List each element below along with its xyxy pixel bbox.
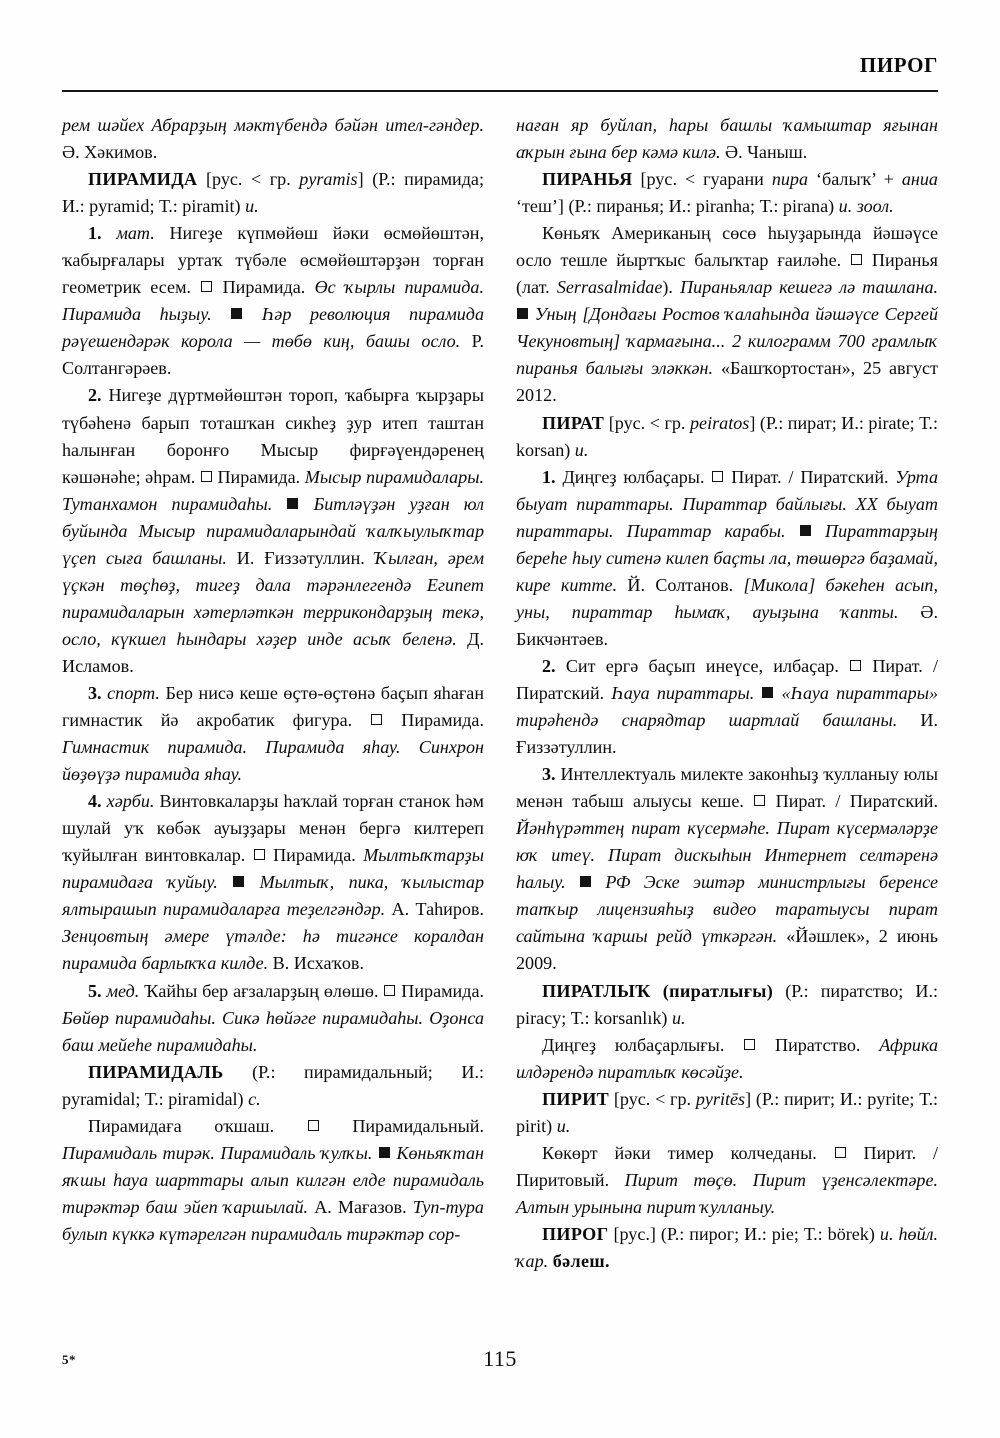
citation-continued: Туп-тура булып күккә күтәрелгән пирамидаль тирәктәр сор- — [62, 1196, 484, 1244]
open-square-icon — [384, 985, 395, 996]
sense-2 — [62, 382, 484, 680]
etymology-source-word-2: аниа — [901, 169, 938, 190]
sense-citation-2: [Микола] бәкеһен асып, уны, пираттар һымаҡ, ауыҙына ҡапты. — [516, 574, 938, 622]
open-square-icon — [851, 254, 862, 265]
etymology-open: [рус. < гр. — [608, 412, 690, 433]
examples: Африка илдәрендә пиратлыҡ көсәйҙе. — [516, 1034, 939, 1082]
entry-piratlyk-head — [516, 978, 938, 1032]
etymology-source-word: pyritēs — [695, 1088, 746, 1109]
examples: Пираньялар кешегә лә ташлана. — [680, 277, 939, 298]
signature-mark: 5* — [62, 1352, 76, 1367]
open-square-icon — [371, 714, 382, 725]
entry-piranya-body — [516, 220, 938, 409]
translations-piramida: (Р.: пирамида; И.: pyramid; Т.: piramit) — [62, 169, 484, 217]
part-of-speech: и. — [574, 439, 589, 460]
etymology-open: [рус. < гр. — [613, 1088, 696, 1109]
sense-gloss: Пирамида. — [401, 710, 484, 731]
sense-4 — [62, 788, 484, 977]
sense-gloss: Пират. / Пиратский. — [775, 791, 939, 812]
sense-3 — [62, 680, 484, 788]
sense-definition: Диңгеҙ юлбаҫары. — [562, 466, 705, 487]
sense-label: спорт. — [107, 682, 160, 703]
filled-square-icon — [580, 876, 591, 887]
entry-piratlyk-body — [516, 1032, 938, 1086]
part-of-speech: и. — [556, 1115, 571, 1136]
sense-examples: Урта быуат пираттары. Пираттар байлығы. ХХ быуат пираттары. Пираттар карабы. — [516, 466, 939, 541]
sense-citation: РФ Эске эштәр министрлығы беренсе тапҡыр лицензияһыҙ видео таратыусы пират сайтына ҡаршы рейд үткәргән. — [516, 872, 938, 947]
part-of-speech: и. — [245, 196, 259, 217]
sense-citation: Пираттарҙың береһе һыу ситенә килеп баҫты ла, төшөргә баҙамай, кире китте. — [516, 520, 938, 595]
definition: Пирамидаға оҡшаш. — [88, 1115, 275, 1136]
translations-piramidal: (Р.: пирамидальный; И.: pyramidal; Т.: piramidal) — [62, 1061, 484, 1109]
sense-definition: Ҡайһы бер ағзаларҙың өлөшө. — [144, 980, 379, 1001]
open-square-icon — [201, 471, 212, 482]
carryover-source: Ә. Хәкимов. — [62, 142, 158, 163]
sense-definition: Бер нисә кеше өҫтө-өҫтөнә баҫып яһаған гимнастик йә акробатик фигура. — [62, 682, 484, 731]
running-head — [62, 52, 938, 86]
entry-pirog-head — [516, 1221, 938, 1275]
etymology-gloss-1: ‘балыҡ’ — [816, 169, 876, 190]
sense-definition: Нигеҙе күпмөйөш йәки өсмөйөштән, ҡабырғалары уртаҡ түбәле өсмөйөштәрҙән торған геометрик есем. — [62, 223, 485, 298]
open-square-icon — [835, 1147, 846, 1158]
sense-number: 1. — [88, 223, 102, 244]
carryover-text: рем шәйех Абрарҙың мәктүбендә бәйән ител-гәндер. — [62, 115, 484, 135]
column-right — [516, 112, 938, 1317]
citation: Уның [Дондағы Ростов ҡалаһында йәшәүсе Сергей Чекуновтың] ҡармағына... 2 килограмм 700 грамлыҡ пиранья балығы эләккән. — [516, 304, 938, 379]
gloss: Пирит. / Пиритовый. — [516, 1142, 938, 1190]
headword-pirit: ПИРИТ — [542, 1088, 610, 1109]
sense-label: мат. — [116, 223, 155, 244]
headword-piramidal: ПИРАМИДАЛЬ — [88, 1061, 224, 1082]
etymology-source-word: peiratos — [690, 412, 750, 433]
headword-pirat: ПИРАТ — [542, 412, 605, 433]
sense-source-2: Д. Исламов. — [62, 628, 484, 676]
etymology-open: [рус. < гр. — [205, 169, 300, 190]
entry-piramidal-body — [62, 1113, 484, 1248]
sense-examples: Мысыр пирамидалары. Тутанхамон пирамидаһы. — [62, 466, 484, 514]
open-square-icon — [308, 1120, 319, 1131]
sense-3 — [516, 761, 938, 977]
gloss: Пирамидальный. — [352, 1115, 484, 1136]
translations-pirog: (Р.: пирог; И.: pie; Т.: börek) — [660, 1223, 875, 1244]
sense-definition: Нигеҙе дүртмөйөштән тороп, ҡабырға ҡырҙары түбәһенә барып тоташҡан сикһеҙ ҙур итеп таштан һалынған боронғо Мысыр фирғәүендәренең кәшәнәһе; әһрам. — [62, 385, 484, 487]
sense-citation: Һәр революция пирамида рәүешендәрәк корола — төбө киң, башы осло. — [62, 304, 485, 352]
etymology-open: [рус. < гуарани — [640, 169, 772, 190]
entry-piranya-head — [516, 166, 938, 220]
sense-citation: Мылтыҡ, пика, ҡылыстар ялтырашып пирамидаларға теҙелгәндәр. — [62, 872, 485, 920]
sense-gloss: Пирамида. — [273, 845, 356, 866]
sense-source-2: В. Исхаҡов. — [272, 953, 364, 974]
sense-gloss: Пират. / Пиратский. — [516, 655, 938, 703]
etymology-close: ] — [357, 169, 364, 190]
open-square-icon — [744, 1039, 755, 1050]
sense-examples: Гимнастик пирамида. Пирамида яһау. Синхрон йөҙөүҙә пирамида яһау. — [62, 737, 484, 785]
sense-label: хәрби. — [106, 791, 155, 812]
sense-source-2: Ә. Бикчәнтәев. — [516, 601, 938, 649]
sense-citation-2: Ҡылған, әрем үҫкән төҫһөҙ, тигеҙ дала тәрәнлегендә Египет пирамидаларын хәтерләткән террикондарҙың текә, осло, күкшел һындары хәҙер инде асыҡ беленә. — [62, 547, 484, 649]
translations-pirit: (Р.: пирит; И.: pyrite; Т.: pirit) — [516, 1088, 939, 1136]
sense-citation-2: Зенцовтың әмере үтәлде: һә тигәнсе коралдан пирамида барлыҡҡа килде. — [62, 926, 484, 974]
carryover-text: наған яр буйлап, һары башлы ҡамыштар яғынан аҡрын ғына бер кәмә килә. — [516, 115, 938, 163]
headword-piramida: ПИРАМИДА — [88, 169, 198, 190]
open-square-icon — [254, 849, 265, 860]
sense-gloss: Пирамида. — [217, 466, 301, 487]
sense-definition: Интеллектуаль милекте законһыҙ ҡулланыу юлы менән табыш алыусы кеше. — [516, 764, 938, 812]
entry-pirit-body — [516, 1140, 938, 1221]
sense-number: 3. — [88, 682, 102, 703]
part-of-speech: с. — [248, 1088, 261, 1109]
etymology-plus: + — [883, 169, 902, 190]
sense-source: А. Таһиров. — [391, 899, 484, 920]
sense-label: мед. — [106, 980, 140, 1001]
sense-source: И. Ғиззәтуллин. — [516, 710, 938, 758]
definition: Диңгеҙ юлбаҫарлығы. — [542, 1034, 725, 1055]
translations-piratlyk: (Р.: пиратство; И.: piracy; Т.: korsanlık) — [516, 980, 938, 1028]
column-left — [62, 112, 484, 1317]
filled-square-icon — [800, 525, 811, 536]
carryover-paragraph — [62, 112, 484, 166]
sense-examples: Һауа пираттары. — [611, 682, 755, 703]
filled-square-icon — [762, 687, 773, 698]
sense-number: 1. — [542, 466, 556, 487]
headword-piranya: ПИРАНЬЯ — [542, 169, 633, 190]
entry-pirit-head — [516, 1086, 938, 1140]
sense-examples: Өс ҡырлы пирамида. Пирамида һыҙыу. — [62, 277, 484, 325]
headword-pirog: ПИРОГ — [542, 1223, 609, 1244]
sense-source: «Йәшлек», 2 июнь 2009. — [516, 926, 938, 974]
filled-square-icon — [379, 1147, 390, 1158]
header-rule — [62, 90, 938, 92]
sense-definition: Винтовкаларҙы һаҡлай торған станок һәм шулай уҡ көбәк ауыҙҙары менән бергә килтереп ҡуйылған винтовкалар. — [62, 791, 485, 866]
sense-source: Й. Солтанов. — [627, 574, 734, 595]
etymology-source-word-1: пира — [771, 169, 809, 190]
sense-number: 4. — [88, 791, 102, 812]
etymology-close: ] — [745, 1088, 752, 1109]
filled-square-icon — [517, 308, 528, 319]
crossref-label: ҡар. — [516, 1250, 549, 1271]
sense-5 — [62, 978, 484, 1059]
page-footer — [62, 1346, 938, 1376]
running-title: ПИРОГ — [859, 53, 938, 77]
gloss-latin-name: Serrasalmidae — [556, 277, 663, 298]
sense-definition: Сит ергә баҫып инеүсе, илбаҫар. — [565, 655, 839, 676]
headword-piratlyk: ПИРАТЛЫҠ — [542, 980, 651, 1001]
open-square-icon — [201, 281, 212, 292]
translations-piranya: (Р.: пиранья; И.: piranha; Т.: pirana) — [568, 196, 835, 217]
sense-source: Р. Солтангәрәев. — [62, 331, 484, 379]
open-square-icon — [712, 471, 723, 482]
sense-examples: Йәнһүрәттең пират күсермәһе. Пират күсермәләрҙе юҡ итеү. Пират дискыһын Интернет селтәренә һалыу. — [516, 818, 938, 893]
entry-piramidal-head — [62, 1059, 484, 1113]
sense-1 — [516, 464, 938, 653]
page-number: 115 — [483, 1346, 517, 1371]
entry-pirat-head — [516, 410, 938, 464]
examples: Пирит төҫө. Пирит үҙенсәлектәре. Алтын урынына пирит ҡулланыу. — [516, 1169, 938, 1217]
text-columns — [62, 112, 938, 1317]
citation: Көньяҡтан яҡшы һауа шарттары алып килгән елде пирамидаль тирәктәр баш эйеп ҡаршылай. — [62, 1142, 484, 1217]
etymology-close: ] — [749, 412, 756, 433]
definition: Көньяҡ Американың сөсө һыуҙарында йәшәүсе осло тешле йыртҡыс балыҡтар ғаиләһе. — [516, 223, 938, 271]
gloss-close: ). — [662, 277, 673, 298]
etymology: [рус.] — [613, 1223, 656, 1244]
translations-pirat: (Р.: пират; И.: pirate; Т.: korsan) — [516, 412, 938, 460]
citation-source: «Башҡортостан», 25 август 2012. — [516, 358, 938, 406]
etymology-gloss-2: ‘теш’] — [516, 196, 564, 217]
etymology-source-word: pyramis — [299, 169, 358, 190]
entry-piramida-head — [62, 166, 484, 220]
examples: Пирамидаль тирәк. Пирамидаль ҡулҡы. — [62, 1142, 373, 1163]
sense-citation: Битләүҙән уҙған юл буйында Мысыр пирамидаларындай ҡалҡыулыҡтар үҫеп сыға башланы. — [62, 493, 484, 568]
filled-square-icon — [233, 876, 244, 887]
part-of-speech: и. — [671, 1007, 686, 1028]
sense-number: 2. — [542, 655, 556, 676]
definition: Көкөрт йәки тимер колчеданы. — [542, 1142, 817, 1163]
sense-examples: Мылтыҡтарҙы пирамидаға ҡуйыу. — [62, 845, 484, 893]
crossref-target: бәлеш. — [552, 1250, 610, 1271]
sense-source: И. Ғиззәтуллин. — [236, 547, 365, 568]
sense-gloss: Пирамида. — [401, 980, 485, 1001]
sense-number: 5. — [88, 980, 102, 1001]
gloss: Пиранья (лат. — [516, 250, 939, 298]
filled-square-icon — [231, 308, 242, 319]
headword-inflected-form: (пиратлығы) — [662, 980, 774, 1001]
open-square-icon — [754, 795, 765, 806]
sense-gloss: Пират. / Пиратский. — [731, 466, 889, 487]
sense-1 — [62, 220, 484, 382]
sense-examples: Бөйөр пирамидаһы. Сикә һөйәге пирамидаһы. Оҙонса баш мейеһе пирамидаһы. — [62, 1007, 484, 1055]
carryover-paragraph — [516, 112, 938, 166]
citation-source: А. Мағазов. — [314, 1196, 407, 1217]
open-square-icon — [850, 660, 861, 671]
gloss: Пиратство. — [775, 1034, 861, 1055]
dialect-label: һөйл. — [898, 1223, 939, 1244]
filled-square-icon — [287, 498, 298, 509]
sense-number: 3. — [542, 764, 556, 785]
part-of-speech: и. зоол. — [838, 196, 894, 217]
part-of-speech: и. — [879, 1223, 894, 1244]
sense-2 — [516, 653, 938, 761]
carryover-source: Ә. Чаныш. — [725, 142, 808, 163]
sense-gloss: Пирамида. — [222, 277, 306, 298]
sense-citation: «Һауа пираттары» тирәһендә снарядтар шартлай башланы. — [516, 682, 938, 731]
sense-number: 2. — [88, 385, 102, 406]
